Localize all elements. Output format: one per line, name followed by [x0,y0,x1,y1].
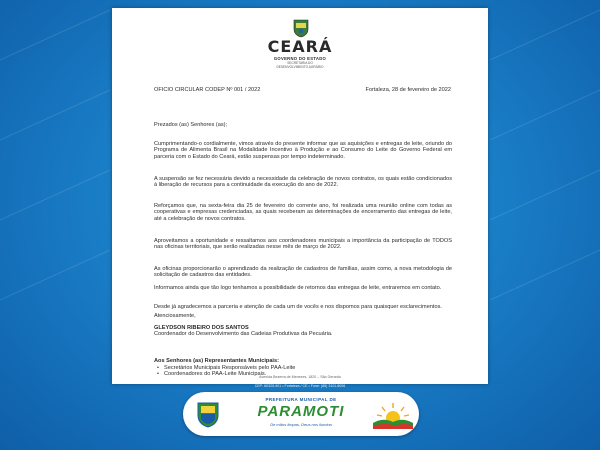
department-line: SECRETARIA DO [287,61,313,65]
paragraph: Cumprimentando-o cordialmente, vimos através do presente informar que as aquisições e entregas de leite, oriundo do Programa de Alimenta Brasil na Modalidade Incentivo à Produção e ao Consumo do Leite do Governo Federal em parceria com o Estado do Ceará, estão suspensas por tempo indeterminado. [154,141,452,160]
sun-landscape-icon [373,399,413,429]
department-line: DESENVOLVIMENTO AGRÁRIO [276,64,324,69]
state-government: GOVERNO DO ESTADO [273,56,327,61]
paragraph: Desde já agradecemos a parceria e atenção de cada um de vocês e nos dispomos para quaisquer esclarecimentos. [154,304,442,310]
letter-place-date: Fortaleza, 28 de fevereiro de 2022 [365,87,451,93]
municipality-name: PARAMOTI [257,403,345,420]
recipient-item: • Coordenadores do PAA-Leite Municipais. [164,371,266,377]
signer-name: GLEYDSON RIBEIRO DOS SANTOS [154,325,249,331]
letter-closing: Atenciosamente, [154,313,196,319]
state-brand: CEARÁ [267,37,333,56]
letter-footer-contact [112,384,488,389]
paramoti-crest-icon [195,400,221,428]
recipient-item: • Secretários Municipais Responsáveis pelo PAA-Leite [164,365,295,371]
recipients-title: Aos Senhores (as) Representantes Municipais: [154,358,279,364]
municipal-logo [183,392,419,436]
signer-role: Coordenador do Desenvolvimento das Cadeias Produtivas da Pecuária. [154,331,333,337]
department-name [112,62,488,69]
paragraph: Reforçamos que, na sexta-feira dia 25 de fevereiro do corrente ano, foi realizada uma reunião online com todas as cooperativas e empresas credenciadas, as quais receberam as determinações de encerramento das entregas de leite, até a celebração de novos contratos. [154,203,452,222]
official-letter [112,8,488,384]
paragraph: Informamos ainda que tão logo tenhamos a possibilidade de retornos das entregas de leite, entraremos em contato. [154,285,442,291]
ceara-crest-icon [292,18,310,38]
paragraph: Aproveitamos a oportunidade e ressaltamos aos coordenadores municipais a importância da participação de TODOS nas oficinas territoriais, que serão realizadas nesse mês de março de 2022. [154,238,452,251]
letter-reference: OFICIO CIRCULAR CODEP Nº 001 / 2022 [154,87,261,93]
municipal-slogan: De mãos limpas, Deus nos ilumina [270,422,332,427]
footer-contact: CEP: 60325-901 • Fortaleza / CE • Fone: (85) 3101.8006 [254,384,346,388]
paragraph: A suspensão se fez necessária devido a necessidade da celebração de novos contratos, os quais estão condicionados à liberação de recursos para a continuidade da execução do ano de 2022. [154,176,452,189]
letter-footer [112,375,488,380]
prefeitura-label: PREFEITURA MUNICIPAL DE [265,397,337,402]
paragraph: As oficinas proporcionarão o aprendizado da realização de cadastros de famílias, assim como, a nova metodologia de solicitação de cadastros das entidades. [154,266,452,279]
letter-greeting: Prezados (as) Senhores (as); [154,122,228,128]
footer-address: Avenida Bezerra de Menezes, 1820 – São Gerardo [259,375,341,379]
